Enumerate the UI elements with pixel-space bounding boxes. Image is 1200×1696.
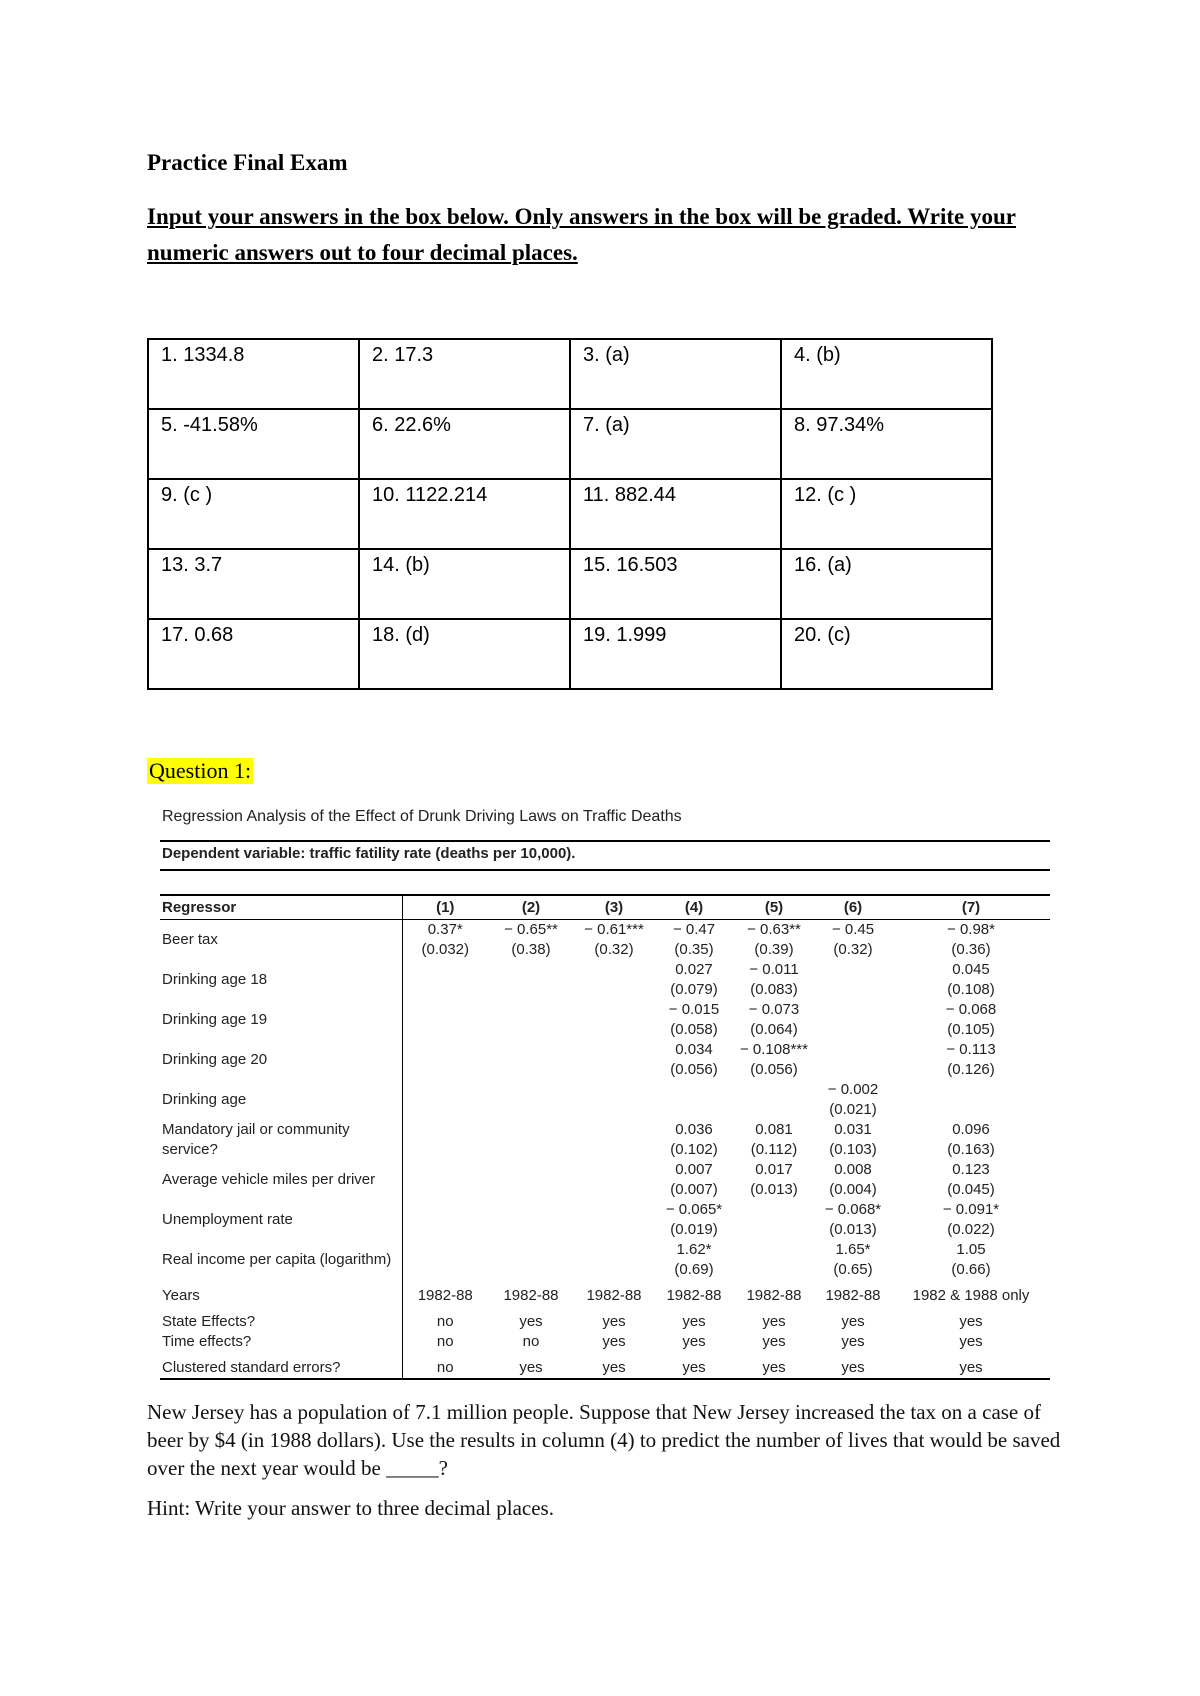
standard-error: (0.032) [421,941,470,958]
regressor-row [160,920,1050,961]
coefficient-cell [488,1200,574,1240]
standard-error: (0.079) [670,981,718,998]
coefficient-cell [574,920,654,961]
answer-cell: 10. 1122.214 [359,479,570,549]
coefficient-cell [402,1160,488,1200]
coefficient-value: − 0.63** [747,921,801,938]
standard-error [574,1260,654,1280]
standard-error: (0.022) [947,1221,995,1238]
coefficient-value [574,1200,654,1220]
question-1-heading: Question 1: [149,758,252,783]
coefficient-value [403,1080,489,1100]
years-row [160,1280,1050,1306]
specification-value: yes [892,1352,1050,1379]
coefficient-cell [402,1040,488,1080]
coefficient-cell [892,1200,1050,1240]
coefficient-value: − 0.015 [668,1001,720,1018]
coefficient-cell [734,960,814,1000]
coefficient-value: 1.62* [676,1241,712,1258]
standard-error [403,1020,489,1040]
standard-error [574,1020,654,1040]
coefficient-value: 0.008 [834,1161,872,1178]
standard-error: (0.36) [951,941,991,958]
coefficient-value: − 0.47 [672,921,716,938]
specification-value: yes [762,1313,786,1330]
column-header: (6) [814,895,892,920]
standard-error [574,1180,654,1200]
years-value: 1982-88 [503,1287,559,1304]
regression-table [160,894,1050,1380]
coefficient-value: − 0.65** [504,921,558,938]
regressor-label: Beer tax [160,920,402,961]
coefficient-cell [814,1120,892,1160]
standard-error: (0.013) [750,1181,798,1198]
standard-error [814,980,892,1000]
specification-label: Clustered standard errors? [160,1352,402,1379]
coefficient-value: − 0.98* [947,921,995,938]
coefficient-value [734,1200,814,1220]
answer-cell: 16. (a) [781,549,992,619]
specification-value: yes [682,1333,706,1350]
coefficient-cell [402,1120,488,1160]
answer-row [148,339,992,409]
standard-error [488,1100,574,1120]
coefficient-value: − 0.45 [831,921,875,938]
coefficient-value: − 0.113 [946,1041,996,1058]
answer-row [148,619,992,689]
column-header: (3) [574,895,654,920]
specification-value: yes [574,1352,654,1379]
answer-cell: 13. 3.7 [148,549,359,619]
coefficient-cell [814,1040,892,1080]
coefficient-cell [734,1080,814,1120]
standard-error [403,980,489,1000]
answer-cell: 9. (c ) [148,479,359,549]
answer-row [148,549,992,619]
standard-error: (0.38) [511,941,551,958]
standard-error [488,980,574,1000]
coefficient-cell [892,1040,1050,1080]
standard-error [574,1100,654,1120]
standard-error: (0.056) [750,1061,798,1078]
coefficient-cell [654,1080,734,1120]
coefficient-cell [654,1200,734,1240]
regressor-row [160,1080,1050,1120]
standard-error: (0.163) [947,1141,995,1158]
standard-error [488,1220,574,1240]
standard-error: (0.112) [750,1141,798,1158]
coefficient-value [488,1000,574,1020]
coefficient-cell [734,1200,814,1240]
regressor-label: Real income per capita (logarithm) [160,1240,402,1280]
coefficient-value: − 0.108*** [740,1041,808,1058]
regression-header-row [160,895,1050,920]
regression-body [160,920,1050,1380]
standard-error [814,1020,892,1040]
coefficient-cell [892,1160,1050,1200]
standard-error: (0.32) [833,941,873,958]
regressor-label: Mandatory jail or community service? [160,1120,402,1160]
specification-value: no [402,1352,488,1379]
specification-value: no [436,1333,454,1350]
answer-cell: 11. 882.44 [570,479,781,549]
standard-error [488,1020,574,1040]
regressor-row [160,1240,1050,1280]
standard-error: (0.058) [670,1021,718,1038]
coefficient-value: − 0.091* [942,1201,1000,1218]
standard-error [488,1260,574,1280]
answer-row [148,479,992,549]
coefficient-cell [402,960,488,1000]
answer-cell: 18. (d) [359,619,570,689]
standard-error: (0.108) [947,981,995,998]
regressor-label: Drinking age 18 [160,960,402,1000]
standard-error [814,1060,892,1080]
years-value: 1982-88 [825,1287,881,1304]
specification-value: yes [519,1313,543,1330]
standard-error: (0.35) [674,941,714,958]
coefficient-value [403,1240,489,1260]
dependent-variable-label: Dependent variable: traffic fatility rate (deaths per 10,000). [160,840,1050,871]
standard-error: (0.021) [829,1101,877,1118]
years-value: 1982-88 [746,1287,802,1304]
coefficient-value: − 0.61*** [584,921,644,938]
column-header: (4) [654,895,734,920]
standard-error: (0.103) [829,1141,877,1158]
specification-value: yes [682,1313,706,1330]
years-value: 1982-88 [666,1287,722,1304]
specification-value: yes [814,1352,892,1379]
specification-row [160,1306,1050,1332]
answer-cell: 5. -41.58% [148,409,359,479]
coefficient-value [488,1160,574,1180]
standard-error [574,1220,654,1240]
coefficient-cell [892,1000,1050,1040]
coefficient-value [574,1120,654,1140]
standard-error [574,1140,654,1160]
answer-cell: 14. (b) [359,549,570,619]
coefficient-cell [654,1240,734,1280]
coefficient-value: − 0.011 [749,961,799,978]
coefficient-cell [892,1120,1050,1160]
coefficient-cell [734,1120,814,1160]
question-1-text: New Jersey has a population of 7.1 million people. Suppose that New Jersey increased the tax on a case of beer by $4 (in 1988 dollars). Use the results in column (4) to predict the number of lives that would be saved over the next year would be _____? [147,1400,1061,1480]
regressor-row [160,1200,1050,1240]
coefficient-value: 1.05 [956,1241,986,1258]
regressor-header: Regressor [160,895,402,920]
coefficient-cell [734,1240,814,1280]
standard-error [734,1220,814,1240]
standard-error: (0.007) [670,1181,718,1198]
standard-error [734,1100,814,1120]
regressor-row [160,1120,1050,1160]
answer-box [147,338,993,690]
regression-table-figure [160,808,1050,1380]
regressor-row [160,1160,1050,1200]
coefficient-cell [574,1120,654,1160]
coefficient-cell [814,1200,892,1240]
standard-error: (0.66) [951,1261,991,1278]
specification-value: yes [959,1313,983,1330]
coefficient-value: 1.65* [835,1241,871,1258]
coefficient-value: 0.123 [952,1161,990,1178]
coefficient-value: 0.045 [952,961,990,978]
coefficient-cell [654,1160,734,1200]
coefficient-cell [574,1040,654,1080]
coefficient-value [574,1240,654,1260]
years-label: Years [160,1280,402,1306]
coefficient-value: − 0.068* [824,1201,882,1218]
coefficient-cell [574,1160,654,1200]
coefficient-cell [734,1000,814,1040]
coefficient-value: 0.027 [675,961,713,978]
coefficient-cell [488,960,574,1000]
coefficient-value [403,960,489,980]
answer-cell: 8. 97.34% [781,409,992,479]
coefficient-cell [814,1240,892,1280]
coefficient-cell [574,1200,654,1240]
coefficient-value [734,1080,814,1100]
coefficient-value [814,1040,892,1060]
regression-table-title: Regression Analysis of the Effect of Drunk Driving Laws on Traffic Deaths [162,808,682,825]
specification-value: no [436,1313,454,1330]
coefficient-value [654,1080,734,1100]
specification-value: yes [762,1333,786,1350]
coefficient-cell [734,1040,814,1080]
coefficient-cell [488,920,574,961]
coefficient-value: 0.096 [952,1121,990,1138]
coefficient-value [403,1000,489,1020]
specification-row [160,1332,1050,1352]
coefficient-value: 0.007 [675,1161,713,1178]
coefficient-cell [814,1080,892,1120]
coefficient-cell [402,1080,488,1120]
specification-value: yes [734,1352,814,1379]
specification-value: no [522,1333,540,1350]
coefficient-cell [892,920,1050,961]
coefficient-cell [734,1160,814,1200]
standard-error [488,1180,574,1200]
coefficient-value [403,1160,489,1180]
column-header: (1) [402,895,488,920]
answer-cell: 17. 0.68 [148,619,359,689]
coefficient-cell [814,1160,892,1200]
coefficient-cell [488,1120,574,1160]
specification-label: Time effects? [160,1332,402,1352]
answer-cell: 4. (b) [781,339,992,409]
standard-error [403,1220,489,1240]
standard-error [574,980,654,1000]
coefficient-value [488,1120,574,1140]
standard-error [403,1060,489,1080]
standard-error: (0.045) [947,1181,995,1198]
specification-label: State Effects? [160,1306,402,1332]
coefficient-value: − 0.068 [945,1001,997,1018]
standard-error: (0.32) [594,941,634,958]
answer-cell: 3. (a) [570,339,781,409]
column-header: (5) [734,895,814,920]
standard-error: (0.126) [947,1061,995,1078]
coefficient-cell [402,920,488,961]
coefficient-cell [402,1240,488,1280]
standard-error: (0.69) [674,1261,714,1278]
coefficient-value [734,1240,814,1260]
coefficient-value: 0.081 [755,1121,793,1138]
specification-value: yes [654,1352,734,1379]
specification-value: yes [488,1352,574,1379]
specification-value: yes [602,1313,626,1330]
coefficient-cell [654,960,734,1000]
coefficient-value [403,1040,489,1060]
standard-error [654,1100,734,1120]
standard-error [892,1100,1050,1120]
regressor-label: Drinking age 20 [160,1040,402,1080]
answer-row [148,409,992,479]
standard-error: (0.056) [670,1061,718,1078]
coefficient-value [814,960,892,980]
coefficient-value: 0.031 [834,1121,872,1138]
coefficient-value: − 0.065* [665,1201,723,1218]
standard-error [403,1100,489,1120]
coefficient-cell [402,1000,488,1040]
specification-value: yes [602,1333,626,1350]
standard-error [403,1140,489,1160]
coefficient-cell [814,1000,892,1040]
coefficient-cell [814,960,892,1000]
years-value: 1982-88 [417,1287,473,1304]
regressor-row [160,1000,1050,1040]
coefficient-cell [814,920,892,961]
coefficient-cell [654,1040,734,1080]
answer-cell: 19. 1.999 [570,619,781,689]
coefficient-cell [488,1160,574,1200]
answer-cell: 12. (c ) [781,479,992,549]
coefficient-cell [574,960,654,1000]
answer-cell: 20. (c) [781,619,992,689]
answer-cell: 6. 22.6% [359,409,570,479]
coefficient-value: − 0.073 [748,1001,800,1018]
standard-error: (0.65) [833,1261,873,1278]
coefficient-value: 0.036 [675,1121,713,1138]
coefficient-value [574,1160,654,1180]
regressor-label: Drinking age 19 [160,1000,402,1040]
coefficient-value [892,1080,1050,1100]
standard-error [574,1060,654,1080]
coefficient-value: 0.034 [675,1041,713,1058]
standard-error: (0.39) [754,941,794,958]
coefficient-value [574,1080,654,1100]
coefficient-cell [574,1240,654,1280]
regressor-row [160,960,1050,1000]
coefficient-value [574,1000,654,1020]
coefficient-cell [574,1000,654,1040]
years-value: 1982-88 [586,1287,642,1304]
coefficient-cell [488,1240,574,1280]
coefficient-cell [574,1080,654,1120]
standard-error [734,1260,814,1280]
answer-cell: 2. 17.3 [359,339,570,409]
standard-error [403,1180,489,1200]
coefficient-value: 0.017 [755,1161,793,1178]
standard-error [488,1060,574,1080]
specification-value: yes [841,1333,865,1350]
standard-error: (0.004) [829,1181,877,1198]
coefficient-cell [488,1040,574,1080]
page-title: Practice Final Exam [147,150,348,175]
regressor-label: Average vehicle miles per driver [160,1160,402,1200]
coefficient-cell [734,920,814,961]
specification-value: yes [959,1333,983,1350]
years-value: 1982 & 1988 only [912,1287,1030,1304]
coefficient-value [488,960,574,980]
standard-error [403,1260,489,1280]
coefficient-cell [488,1000,574,1040]
coefficient-cell [488,1080,574,1120]
standard-error: (0.105) [947,1021,995,1038]
standard-error: (0.083) [750,981,798,998]
regressor-label: Drinking age [160,1080,402,1120]
coefficient-cell [654,1000,734,1040]
coefficient-value [488,1200,574,1220]
answer-cell: 15. 16.503 [570,549,781,619]
coefficient-value [814,1000,892,1020]
coefficient-value [403,1120,489,1140]
regressor-row [160,1040,1050,1080]
coefficient-value [574,1040,654,1060]
column-header: (7) [892,895,1050,920]
coefficient-value [574,960,654,980]
coefficient-value [488,1080,574,1100]
question-1-hint: Hint: Write your answer to three decimal places. [147,1496,554,1520]
column-header: (2) [488,895,574,920]
answer-cell: 1. 1334.8 [148,339,359,409]
coefficient-cell [654,920,734,961]
coefficient-cell [892,1080,1050,1120]
standard-error: (0.102) [670,1141,718,1158]
coefficient-cell [654,1120,734,1160]
coefficient-value [403,1200,489,1220]
answer-cell: 7. (a) [570,409,781,479]
standard-error: (0.019) [670,1221,718,1238]
coefficient-value: 0.37* [427,921,463,938]
coefficient-value [488,1040,574,1060]
instructions: Input your answers in the box below. Only answers in the box will be graded. Write your numeric answers out to four decimal places. [147,204,1016,265]
coefficient-value [488,1240,574,1260]
standard-error: (0.064) [750,1021,798,1038]
specification-row [160,1352,1050,1379]
answer-grid [148,339,992,689]
standard-error [488,1140,574,1160]
regressor-label: Unemployment rate [160,1200,402,1240]
coefficient-cell [402,1200,488,1240]
coefficient-value: − 0.002 [827,1081,879,1098]
standard-error: (0.013) [829,1221,877,1238]
specification-value: yes [841,1313,865,1330]
coefficient-cell [892,960,1050,1000]
coefficient-cell [892,1240,1050,1280]
